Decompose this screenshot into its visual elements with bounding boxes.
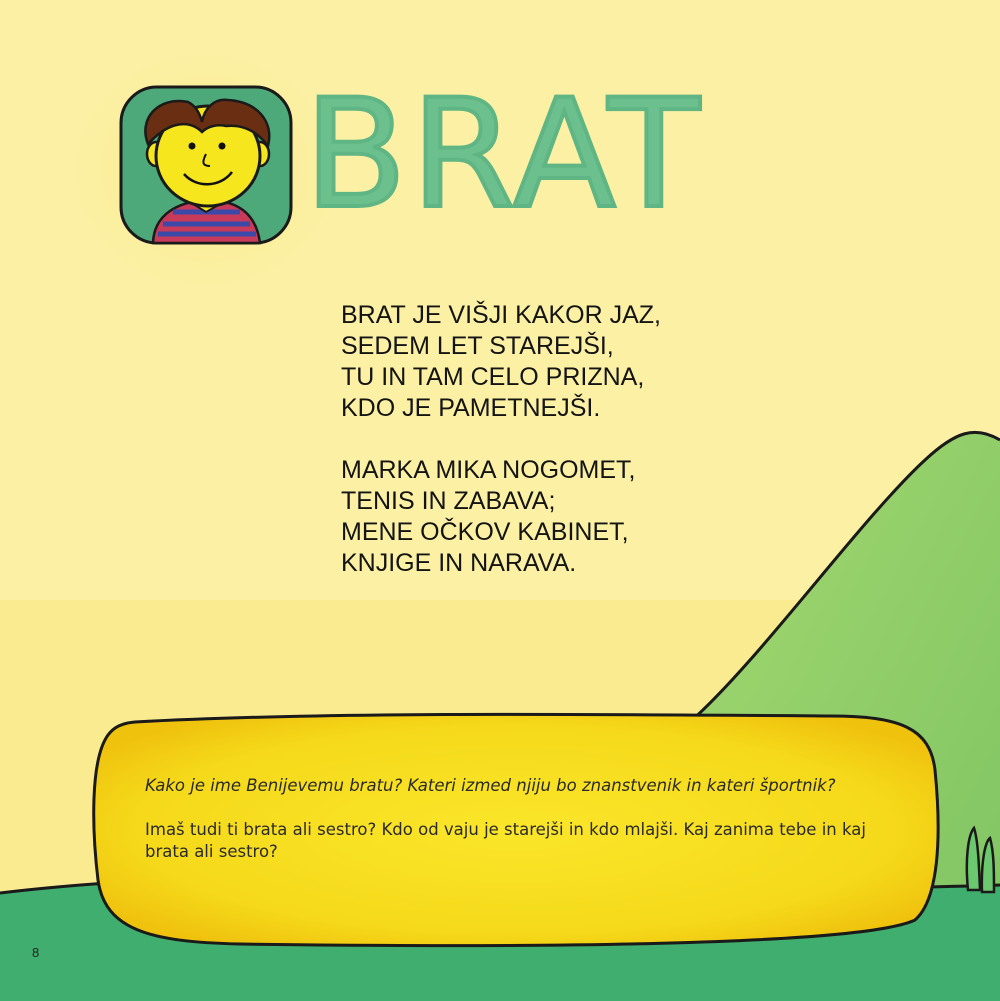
poem-line: SEDEM LET STAREJŠI, — [341, 332, 614, 360]
poem-line: BRAT JE VIŠJI KAKOR JAZ, — [341, 301, 661, 329]
poem-line: TU IN TAM CELO PRIZNA, — [341, 363, 645, 391]
questions-text — [145, 775, 925, 863]
page-title: BRAT — [304, 68, 704, 242]
poem — [341, 300, 761, 610]
page-number: 8 — [32, 945, 40, 960]
poem-line: MENE OČKOV KABINET, — [341, 518, 629, 546]
poem-line: TENIS IN ZABAVA; — [341, 487, 556, 515]
question-1: Kako je ime Benijevemu bratu? Kateri izmed njiju bo znanstvenik in kateri športnik? — [145, 776, 836, 795]
question-2: Imaš tudi ti brata ali sestro? Kdo od vaju je starejši in kdo mlajši. Kaj zanima tebe in kaj brata ali sestro? — [145, 820, 866, 861]
boy-portrait — [118, 84, 294, 246]
poem-line: MARKA MIKA NOGOMET, — [341, 456, 636, 484]
poem-line: KNJIGE IN NARAVA. — [341, 549, 577, 577]
poem-stanza-2 — [341, 455, 761, 579]
poem-stanza-1 — [341, 300, 761, 424]
poem-line: KDO JE PAMETNEJŠI. — [341, 394, 601, 422]
